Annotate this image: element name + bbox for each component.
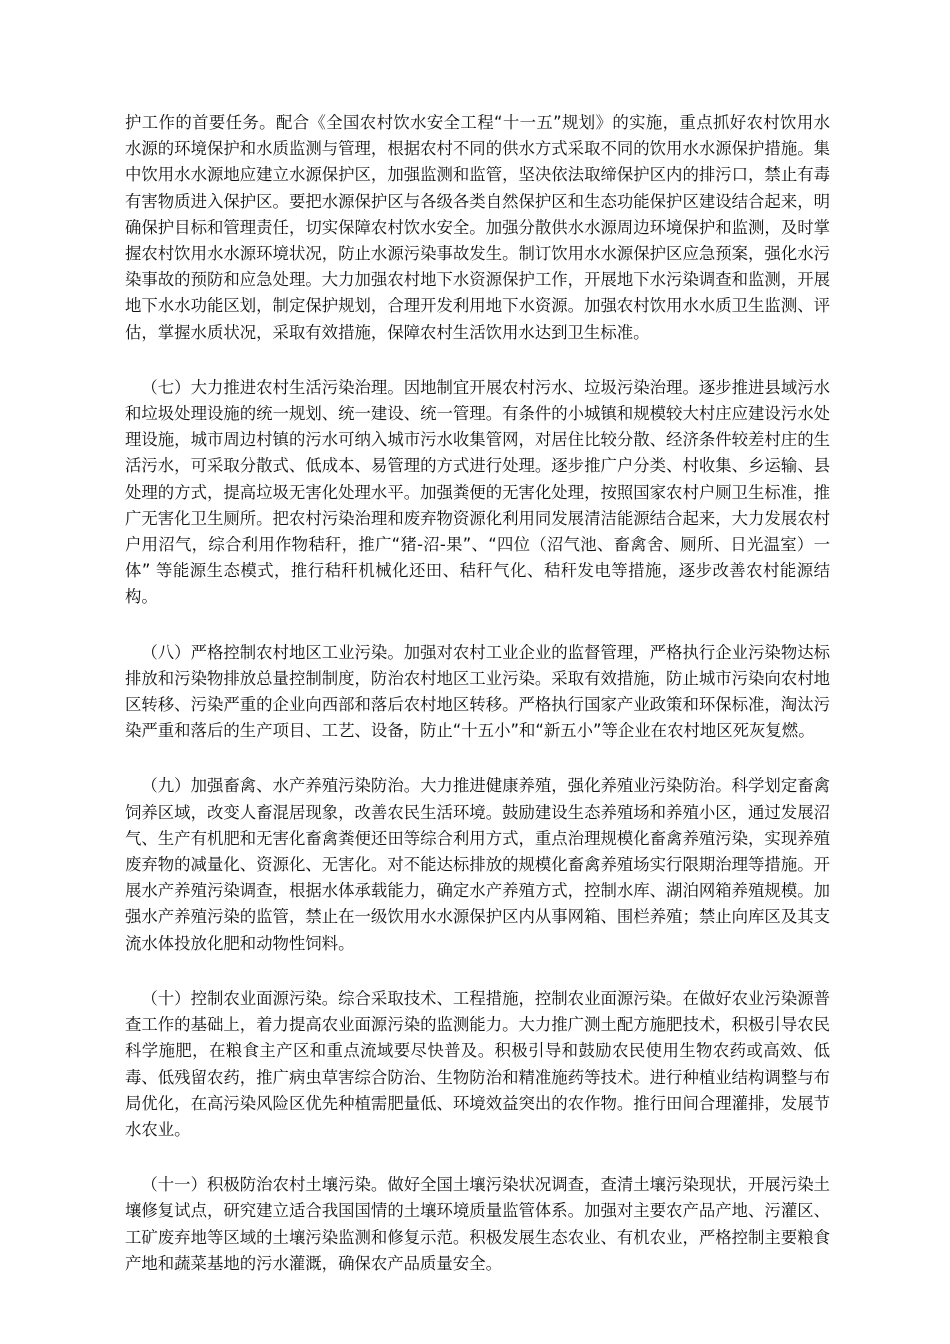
paragraph-section-7-domestic-pollution: （七）大力推进农村生活污染治理。因地制宜开展农村污水、垃圾污染治理。逐步推进县域污水和垃圾处理设施的统一规划、统一建设、统一管理。有条件的小城镇和规模较大村庄应建设污水处理设施，城市周边村镇的污水可纳入城市污水收集管网，对居住比较分散、经济条件较差村庄的生活污水，可采取分散式、低成本、易管理的方式进行处理。逐步推广户分类、村收集、乡运输、县处理的方式，提高垃圾无害化处理水平。加强粪便的无害化处理，按照国家农村户厕卫生标准，推广无害化卫生厕所。把农村污染治理和废弃物资源化利用同发展清洁能源结合起来，大力发展农村户用沼气，综合利用作物秸秆，推广“猪-沼-果”、“四位（沼气池、畜禽舍、厕所、日光温室）一体” 等能源生态模式，推行秸秆机械化还田、秸秆气化、秸秆发电等措施，逐步改善农村能源结构。 [125,377,830,607]
paragraph-section-8-industrial-pollution: （八）严格控制农村地区工业污染。加强对农村工业企业的监督管理，严格执行企业污染物达标排放和污染物排放总量控制制度，防治农村地区工业污染。采取有效措施，防止城市污染向农村地区转移、污染严重的企业向西部和落后农村地区转移。严格执行国家产业政策和环保标准，淘汰污染严重和落后的生产项目、工艺、设备，防止“十五小”和“新五小”等企业在农村地区死灰复燃。 [125,642,830,741]
paragraph-water-source-protection: 护工作的首要任务。配合《全国农村饮水安全工程“十一五”规划》的实施，重点抓好农村饮用水水源的环境保护和水质监测与管理，根据农村不同的供水方式采取不同的饮用水水源保护措施。集中饮用水水源地应建立水源保护区，加强监测和监管，坚决依法取缔保护区内的排污口，禁止有毒有害物质进入保护区。要把水源保护区与各级各类自然保护区和生态功能保护区建设结合起来，明确保护目标和管理责任，切实保障农村饮水安全。加强分散供水水源周边环境保护和监测，及时掌握农村饮用水水源环境状况，防止水源污染事故发生。制订饮用水水源保护区应急预案，强化水污染事故的预防和应急处理。大力加强农村地下水资源保护工作，开展地下水污染调查和监测，开展地下水水功能区划，制定保护规划，合理开发利用地下水资源。加强农村饮用水水质卫生监测、评估，掌握水质状况，采取有效措施，保障农村生活饮用水达到卫生标准。 [125,113,830,342]
paragraph-section-10-agricultural-nonpoint: （十）控制农业面源污染。综合采取技术、工程措施，控制农业面源污染。在做好农业污染源普查工作的基础上，着力提高农业面源污染的监测能力。大力推广测土配方施肥技术，积极引导农民科学施肥，在粮食主产区和重点流域要尽快普及。积极引导和鼓励农民使用生物农药或高效、低毒、低残留农药，推广病虫草害综合防治、生物防治和精准施药等技术。进行种植业结构调整与布局优化，在高污染风险区优先种植需肥量低、环境效益突出的农作物。推行田间合理灌排，发展节水农业。 [125,988,830,1139]
document-body [125,110,830,1306]
paragraph-section-9-livestock-aquaculture: （九）加强畜禽、水产养殖污染防治。大力推进健康养殖，强化养殖业污染防治。科学划定畜禽饲养区域，改变人畜混居现象，改善农民生活环境。鼓励建设生态养殖场和养殖小区，通过发展沼气、生产有机肥和无害化畜禽粪便还田等综合利用方式，重点治理规模化畜禽养殖污染，实现养殖废弃物的减量化、资源化、无害化。对不能达标排放的规模化畜禽养殖场实行限期治理等措施。开展水产养殖污染调查，根据水体承载能力，确定水产养殖方式，控制水库、湖泊网箱养殖规模。加强水产养殖污染的监管，禁止在一级饮用水水源保护区内从事网箱、围栏养殖；禁止向库区及其支流水体投放化肥和动物性饲料。 [125,776,830,953]
paragraph-section-11-soil-pollution: （十一）积极防治农村土壤污染。做好全国土壤污染状况调查，查清土壤污染现状，开展污染土壤修复试点，研究建立适合我国国情的土壤环境质量监管体系。加强对主要农产品产地、污灌区、工矿废弃地等区域的土壤污染监测和修复示范。积极发展生态农业、有机农业，严格控制主要粮食产地和蔬菜基地的污水灌溉，确保农产品质量安全。 [125,1175,830,1273]
